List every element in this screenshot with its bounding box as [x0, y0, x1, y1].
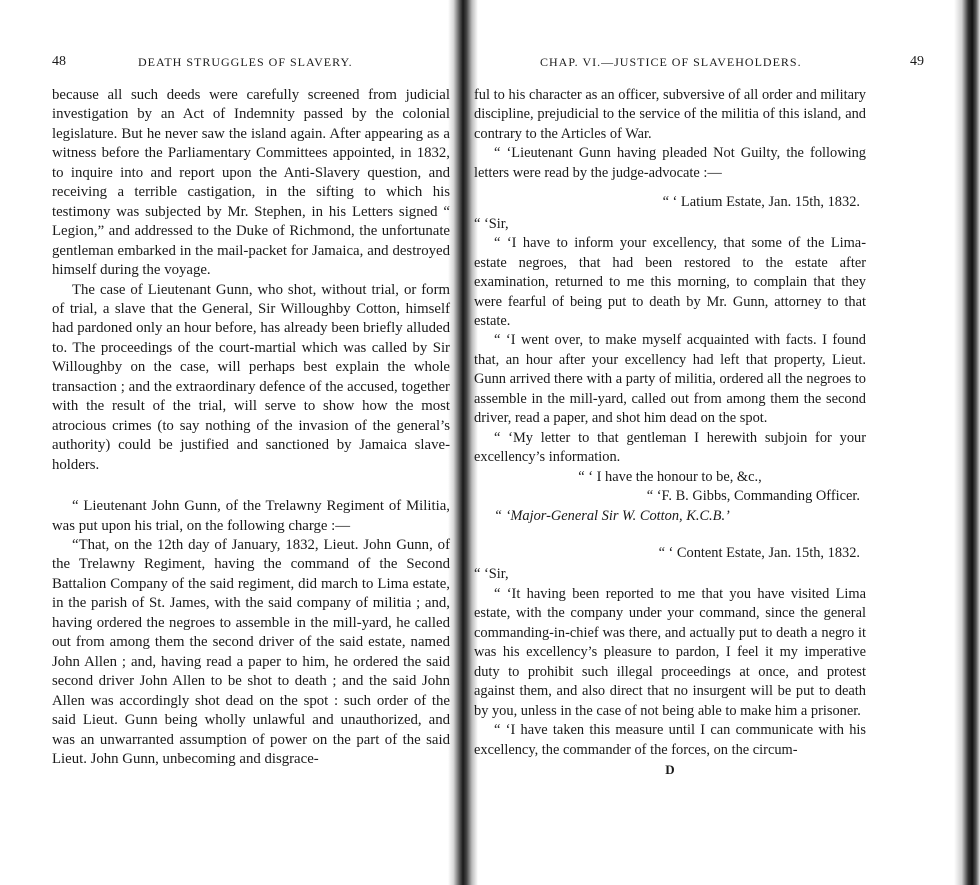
- letter2-paragraph: “ ‘I have taken this measure until I can communicate with his excellency, the commander of the forces, on the circum-: [474, 722, 866, 758]
- paragraph-gunn-case: The case of Lieutenant Gunn, who shot, without trial, or form of trial, a slave that the General, Sir Willoughby Cotton, himself had pardoned only an hour before, has already been briefly alluded to. The proceedings of the court-martial which was called by Sir Willoughby on the case, will perhaps best explain the whole transaction ; and the extraordinary defence of the accused, together with the result of the trial, will serve to show how the most atrocious crimes (to say nothing of the invasion of the general’s authority) could be justified and sanctioned by Jamaica slave-holders.: [52, 281, 450, 473]
- right-page: [468, 0, 980, 885]
- running-head-right: [522, 54, 924, 74]
- letter1-paragraph: “ ‘My letter to that gentleman I herewith subjoin for your excellency’s information.: [474, 429, 866, 466]
- paragraph-plea: “ ‘Lieutenant Gunn having pleaded Not Guilty, the following letters were read by the judge-advocate :—: [474, 145, 866, 181]
- running-head-left: [52, 54, 450, 74]
- left-page: [0, 0, 462, 885]
- letter1-heading: “ ‘ Latium Estate, Jan. 15th, 1832.: [662, 194, 860, 211]
- page-number-left: 48: [52, 54, 66, 69]
- letter1-addressee: “ ‘Major-General Sir W. Cotton, K.C.B.’: [494, 507, 730, 524]
- paragraph-charge: “That, on the 12th day of January, 1832, Lieut. John Gunn, of the Trelawny Regiment, having the command of the Second Battalion Company of the said regiment, did march to Lima estate, in the parish of St. James, with the said company of militia ; and, having ordered the negroes to assemble in the mill-yard, he called out from among them the second driver of the said estate, named John Allen ; and, having read a paper to him, he ordered the said second driver John Allen to be shot to death ; and the said John Allen was accordingly shot dead on the spot : such order of the said Lieut. Gunn being wholly unlawful and unauthorized, and was an unwarranted assumption of power on the part of the said Lieut. John Gunn, unbecoming and disgrace-: [52, 536, 450, 767]
- letter1-paragraph: “ ‘I went over, to make myself acquainted with facts. I found that, an hour after your excellency had left that property, Lieut. Gunn arrived there with a party of militia, ordered all the negroes to assemble in the mill-yard, called out from among them the second driver, read a paper, and shot him dead on the spot.: [474, 332, 866, 427]
- letter2-paragraph: “ ‘It having been reported to me that you have visited Lima estate, with the company under your command, since the general commanding-in-chief was there, and actually put to death a negro it was his excellency’s pleasure to pardon, I feel it my imperative duty to prohibit such illegal proceedings at once, and protest against them, and also direct that no insurgent will be put to death by you, unless in the case of not being able to make him a prisoner.: [474, 585, 866, 719]
- paragraph-continued: because all such deeds were carefully screened from judicial investigation by an Act of Indemnity passed by the colonial legislature. But he never saw the island again. After appearing as a witness before the Parliamentary Committees appointed, in 1832, to inquire into and report upon the Anti-Slavery question, and receiving a terrible castigation, in the sifting to which his testimony was subjected by Mr. Stephen, in his Letters signed “ Legion,” and addressed to the Duke of Richmond, the unfortunate gentleman embarked in the mail-packet for Jamaica, and destroyed himself during the voyage.: [52, 87, 450, 279]
- left-text-column: [52, 86, 450, 769]
- letter1-closing: “ ‘ I have the honour to be, &c.,: [578, 468, 762, 485]
- letter2-salutation: “ ‘Sir,: [474, 566, 509, 583]
- paragraph-trial-intro: “ Lieutenant John Gunn, of the Trelawny Regiment of Militia, was put upon his trial, on the following charge :—: [52, 498, 450, 534]
- signature-mark: D: [665, 761, 675, 777]
- running-title-left: DEATH STRUGGLES OF SLAVERY.: [138, 55, 353, 69]
- page-number-right: 49: [910, 54, 924, 69]
- paragraph-charge-end: ful to his character as an officer, subversive of all order and military discipline, prejudicial to the service of the militia of this island, and contrary to the Articles of War.: [474, 87, 866, 142]
- letter1-signature: “ ‘F. B. Gibbs, Commanding Officer.: [646, 488, 860, 505]
- letter1-salutation: “ ‘Sir,: [474, 215, 509, 232]
- running-title-right: CHAP. VI.—JUSTICE OF SLAVEHOLDERS.: [540, 55, 802, 69]
- letter2-heading: “ ‘ Content Estate, Jan. 15th, 1832.: [658, 544, 860, 561]
- letter1-paragraph: “ ‘I have to inform your excellency, that some of the Lima-estate negroes, that had been restored to the estate after examination, returned to me this morning, to complain that they were fearful of being put to death by Mr. Gunn, attorney to that estate.: [474, 235, 866, 329]
- right-text-column: [474, 86, 866, 779]
